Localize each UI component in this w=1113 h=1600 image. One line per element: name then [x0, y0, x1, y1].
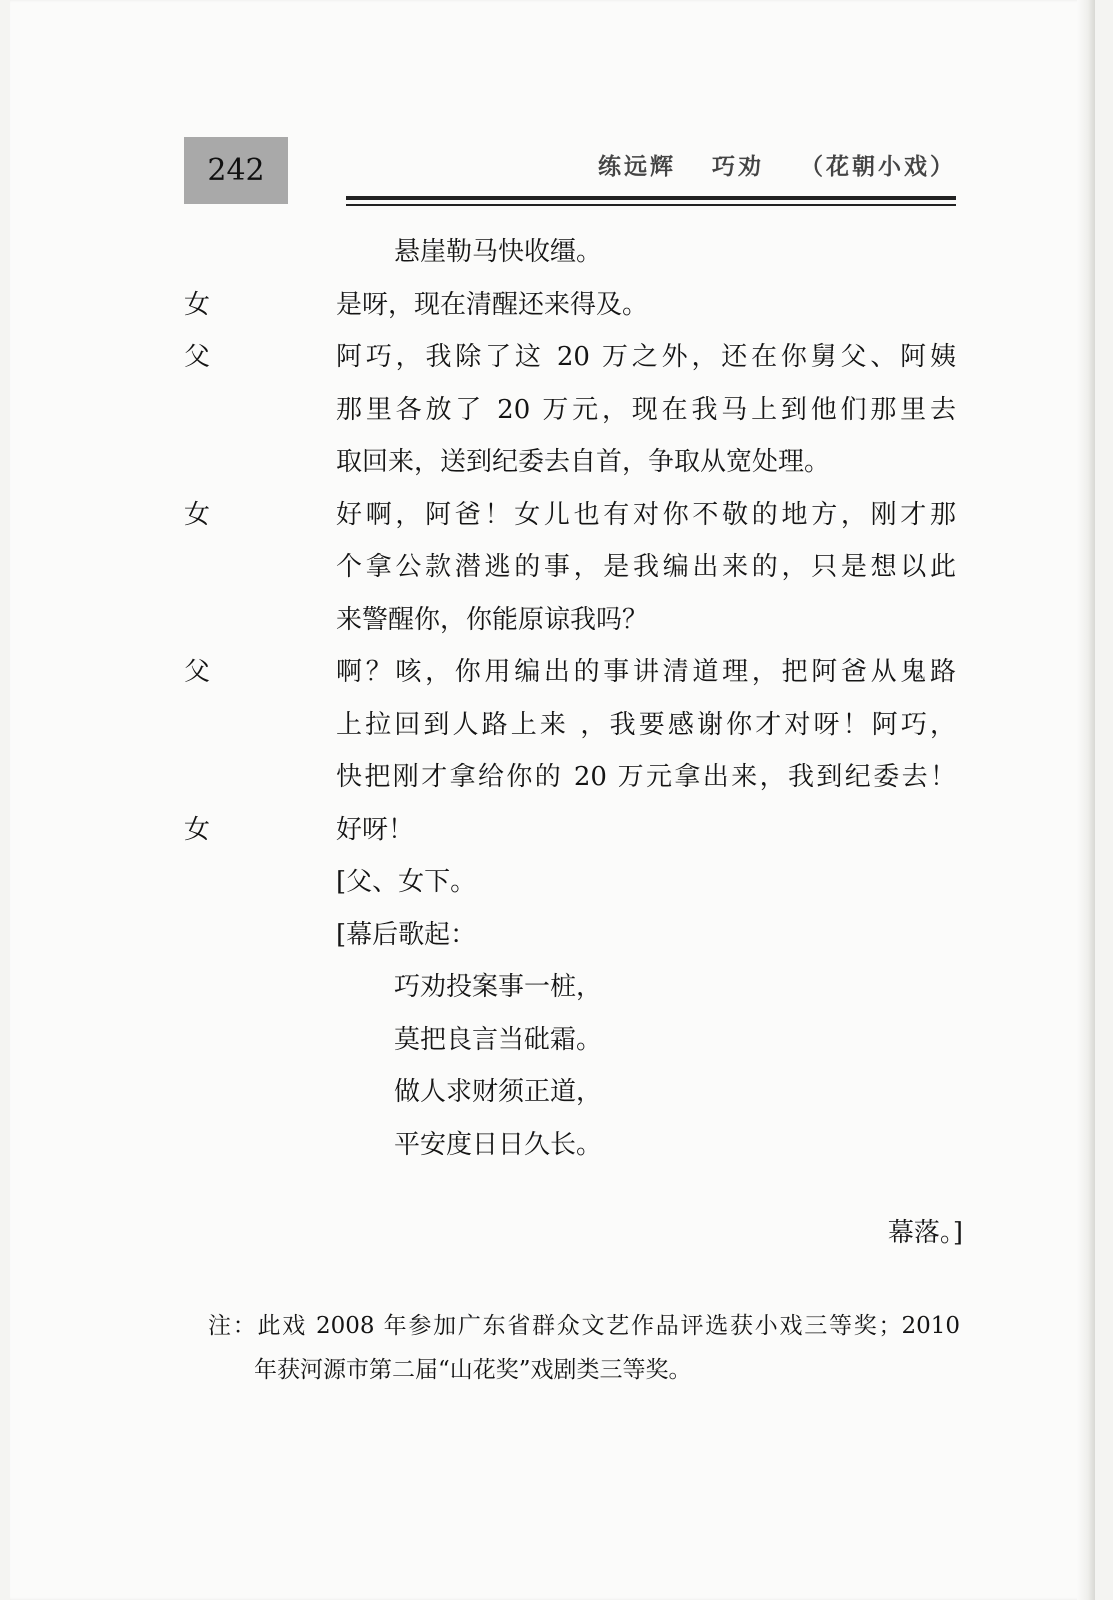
footnote [208, 1304, 960, 1392]
script-row [184, 594, 964, 647]
dialogue-line: [父、女下。 [336, 867, 477, 897]
script-text [184, 226, 964, 1171]
speaker-label: 父 [184, 657, 211, 687]
script-row [184, 751, 964, 804]
speaker-label: 父 [184, 342, 211, 372]
page-number [184, 137, 288, 204]
header-rule-thick [346, 196, 956, 200]
script-row [184, 909, 964, 962]
running-head-genre: （花朝小戏） [800, 154, 956, 180]
script-row [184, 961, 964, 1014]
dialogue-line: 取回来，送到纪委去自首，争取从宽处理。 [336, 447, 831, 477]
speaker-label: 女 [184, 499, 211, 530]
dialogue-line: 啊？咳，你用编出的事讲清道理，把阿爸从鬼路 [336, 657, 956, 687]
script-row [184, 279, 964, 332]
dialogue-line: 快把刚才拿给你的 20 万元拿出来，我到纪委去！ [336, 762, 956, 792]
speaker-label: 女 [184, 289, 211, 320]
running-head-title: 巧劝 [712, 154, 764, 180]
dialogue-line: 阿巧，我除了这 20 万之外，还在你舅父、阿姨 [336, 342, 956, 372]
dialogue-line: 上拉回到人路上来 ，我要感谢你才对呀！阿巧， [336, 709, 956, 740]
script-row [184, 804, 964, 857]
dialogue-line: 个拿公款潜逃的事，是我编出来的，只是想以此 [336, 552, 956, 582]
header-rule-thin [346, 204, 956, 206]
dialogue-line: 来警醒你，你能原谅我吗？ [336, 604, 649, 635]
verse-line: 悬崖勒马快收缰。 [394, 237, 603, 267]
dialogue-line: 是呀，现在清醒还来得及。 [336, 289, 649, 320]
running-head [598, 148, 956, 181]
verse-line: 莫把良言当砒霜。 [394, 1024, 603, 1055]
verse-line: 巧劝投案事一桩， [394, 972, 603, 1002]
script-row [184, 226, 964, 279]
dialogue-line: [幕后歌起： [336, 919, 477, 950]
curtain-direction: 幕落。] [887, 1218, 963, 1248]
footnote-line: 年获河源市第二届“山花奖”戏剧类三等奖。 [254, 1357, 692, 1383]
script-row [184, 436, 964, 489]
script-row [184, 384, 964, 437]
dialogue-line: 好呀！ [336, 814, 415, 845]
footnote-line: 注：此戏 2008 年参加广东省群众文艺作品评选获小戏三等奖；2010 [208, 1313, 960, 1339]
speaker-label: 女 [184, 814, 211, 845]
script-row [184, 331, 964, 384]
verse-line: 平安度日日久长。 [394, 1129, 603, 1160]
dialogue-line: 好啊，阿爸！女儿也有对你不敬的地方，刚才那 [336, 499, 956, 530]
script-row [184, 1066, 964, 1119]
page-edge [1077, 0, 1095, 1600]
script-row [184, 489, 964, 542]
page-number-text: 242 [207, 153, 265, 188]
script-row [184, 1014, 964, 1067]
verse-line: 做人求财须正道， [394, 1077, 603, 1107]
dialogue-line: 那里各放了 20 万元，现在我马上到他们那里去 [336, 394, 956, 425]
running-head-author: 练远辉 [598, 154, 676, 180]
script-row [184, 541, 964, 594]
script-row [184, 646, 964, 699]
script-row [184, 699, 964, 752]
script-row [184, 856, 964, 909]
script-row [184, 1119, 964, 1172]
